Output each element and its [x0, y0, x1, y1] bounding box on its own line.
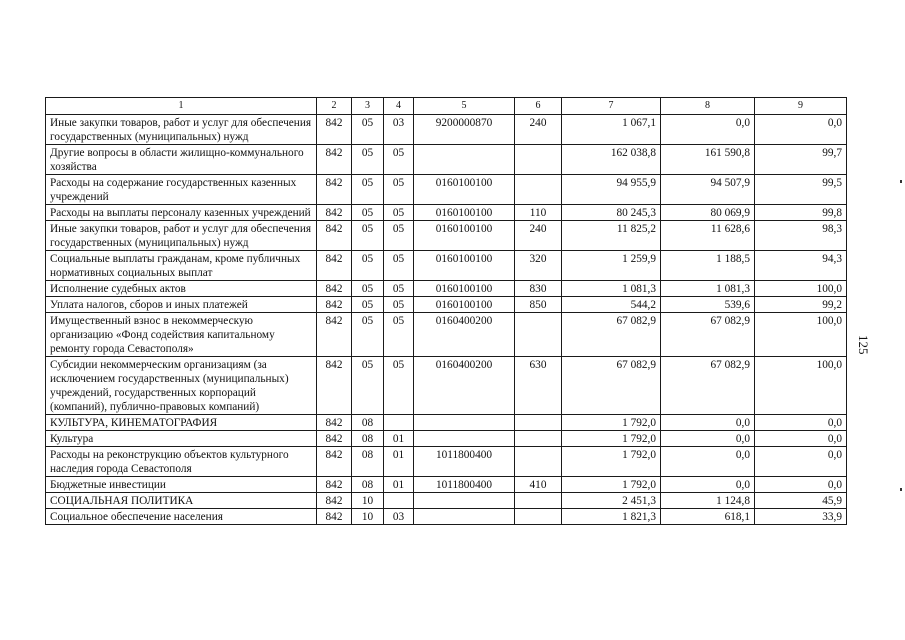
column-header-8: 8	[661, 98, 755, 115]
section-cell: 05	[352, 297, 384, 313]
actual-amount-cell: 1 081,3	[661, 281, 755, 297]
actual-amount-cell: 80 069,9	[661, 205, 755, 221]
target-article-cell	[414, 431, 515, 447]
admin-code-cell: 842	[317, 205, 352, 221]
section-cell: 05	[352, 313, 384, 357]
row-name-cell: СОЦИАЛЬНАЯ ПОЛИТИКА	[46, 493, 317, 509]
actual-amount-cell: 161 590,8	[661, 145, 755, 175]
section-cell: 05	[352, 145, 384, 175]
planned-amount-cell: 1 259,9	[562, 251, 661, 281]
admin-code-cell: 842	[317, 115, 352, 145]
column-header-6: 6	[515, 98, 562, 115]
subsection-cell: 03	[384, 115, 414, 145]
table-row	[46, 313, 847, 357]
expense-type-cell: 830	[515, 281, 562, 297]
expense-type-cell	[515, 509, 562, 525]
subsection-cell: 05	[384, 221, 414, 251]
actual-amount-cell: 0,0	[661, 415, 755, 431]
section-cell: 05	[352, 357, 384, 415]
admin-code-cell: 842	[317, 175, 352, 205]
actual-amount-cell: 67 082,9	[661, 357, 755, 415]
actual-amount-cell: 94 507,9	[661, 175, 755, 205]
expense-type-cell	[515, 313, 562, 357]
table-row	[46, 493, 847, 509]
planned-amount-cell: 11 825,2	[562, 221, 661, 251]
target-article-cell: 0160100100	[414, 205, 515, 221]
planned-amount-cell: 1 067,1	[562, 115, 661, 145]
column-header-1: 1	[46, 98, 317, 115]
execution-percent-cell: 0,0	[755, 431, 847, 447]
admin-code-cell: 842	[317, 509, 352, 525]
admin-code-cell: 842	[317, 145, 352, 175]
subsection-cell: 05	[384, 281, 414, 297]
table-body	[46, 115, 847, 525]
actual-amount-cell: 0,0	[661, 431, 755, 447]
admin-code-cell: 842	[317, 221, 352, 251]
subsection-cell: 05	[384, 313, 414, 357]
row-name-cell: Расходы на реконструкцию объектов культурного наследия города Севастополя	[46, 447, 317, 477]
subsection-cell: 01	[384, 431, 414, 447]
execution-percent-cell: 98,3	[755, 221, 847, 251]
execution-percent-cell: 0,0	[755, 415, 847, 431]
subsection-cell: 05	[384, 357, 414, 415]
admin-code-cell: 842	[317, 251, 352, 281]
table-row	[46, 251, 847, 281]
row-name-cell: Бюджетные инвестиции	[46, 477, 317, 493]
target-article-cell	[414, 493, 515, 509]
target-article-cell: 1011800400	[414, 447, 515, 477]
budget-table	[45, 97, 847, 525]
execution-percent-cell: 100,0	[755, 281, 847, 297]
section-cell: 08	[352, 415, 384, 431]
section-cell: 05	[352, 221, 384, 251]
row-name-cell: Культура	[46, 431, 317, 447]
target-article-cell	[414, 509, 515, 525]
admin-code-cell: 842	[317, 431, 352, 447]
planned-amount-cell: 544,2	[562, 297, 661, 313]
actual-amount-cell: 618,1	[661, 509, 755, 525]
subsection-cell: 05	[384, 297, 414, 313]
target-article-cell	[414, 145, 515, 175]
actual-amount-cell: 539,6	[661, 297, 755, 313]
target-article-cell: 1011800400	[414, 477, 515, 493]
column-header-7: 7	[562, 98, 661, 115]
subsection-cell	[384, 493, 414, 509]
execution-percent-cell: 94,3	[755, 251, 847, 281]
execution-percent-cell: 33,9	[755, 509, 847, 525]
subsection-cell: 05	[384, 145, 414, 175]
expense-type-cell: 110	[515, 205, 562, 221]
row-name-cell: Уплата налогов, сборов и иных платежей	[46, 297, 317, 313]
actual-amount-cell: 1 124,8	[661, 493, 755, 509]
row-name-cell: Исполнение судебных актов	[46, 281, 317, 297]
scan-edge-mark	[900, 488, 902, 491]
execution-percent-cell: 45,9	[755, 493, 847, 509]
expense-type-cell	[515, 415, 562, 431]
table-row	[46, 145, 847, 175]
section-cell: 05	[352, 205, 384, 221]
actual-amount-cell: 1 188,5	[661, 251, 755, 281]
section-cell: 08	[352, 447, 384, 477]
expense-type-cell: 630	[515, 357, 562, 415]
row-name-cell: Социальное обеспечение населения	[46, 509, 317, 525]
target-article-cell: 0160100100	[414, 221, 515, 251]
expense-type-cell: 240	[515, 221, 562, 251]
execution-percent-cell: 99,5	[755, 175, 847, 205]
admin-code-cell: 842	[317, 297, 352, 313]
subsection-cell: 03	[384, 509, 414, 525]
actual-amount-cell: 0,0	[661, 115, 755, 145]
row-name-cell: Субсидии некоммерческим организациям (за исключением государственных (муниципальных) учреждений, государственных корпораций (компаний), публично-правовых компаний)	[46, 357, 317, 415]
target-article-cell	[414, 415, 515, 431]
planned-amount-cell: 1 792,0	[562, 415, 661, 431]
table-header-row	[46, 98, 847, 115]
admin-code-cell: 842	[317, 357, 352, 415]
execution-percent-cell: 0,0	[755, 447, 847, 477]
admin-code-cell: 842	[317, 477, 352, 493]
planned-amount-cell: 1 821,3	[562, 509, 661, 525]
target-article-cell: 0160100100	[414, 297, 515, 313]
table-row	[46, 115, 847, 145]
table-row	[46, 221, 847, 251]
row-name-cell: Иные закупки товаров, работ и услуг для обеспечения государственных (муниципальных) нужд	[46, 221, 317, 251]
expense-type-cell	[515, 175, 562, 205]
row-name-cell: Другие вопросы в области жилищно-коммунального хозяйства	[46, 145, 317, 175]
subsection-cell: 05	[384, 175, 414, 205]
expense-type-cell	[515, 493, 562, 509]
row-name-cell: Расходы на содержание государственных казенных учреждений	[46, 175, 317, 205]
execution-percent-cell: 0,0	[755, 115, 847, 145]
column-header-5: 5	[414, 98, 515, 115]
column-header-3: 3	[352, 98, 384, 115]
admin-code-cell: 842	[317, 281, 352, 297]
actual-amount-cell: 0,0	[661, 477, 755, 493]
execution-percent-cell: 99,2	[755, 297, 847, 313]
table-row	[46, 357, 847, 415]
expense-type-cell: 240	[515, 115, 562, 145]
table-row	[46, 297, 847, 313]
subsection-cell: 01	[384, 447, 414, 477]
execution-percent-cell: 99,7	[755, 145, 847, 175]
table-row	[46, 477, 847, 493]
subsection-cell: 05	[384, 251, 414, 281]
admin-code-cell: 842	[317, 493, 352, 509]
admin-code-cell: 842	[317, 313, 352, 357]
row-name-cell: КУЛЬТУРА, КИНЕМАТОГРАФИЯ	[46, 415, 317, 431]
target-article-cell: 0160400200	[414, 313, 515, 357]
section-cell: 08	[352, 431, 384, 447]
expense-type-cell: 850	[515, 297, 562, 313]
column-header-2: 2	[317, 98, 352, 115]
planned-amount-cell: 2 451,3	[562, 493, 661, 509]
table-row	[46, 447, 847, 477]
admin-code-cell: 842	[317, 447, 352, 477]
page-number: 125	[856, 335, 871, 355]
section-cell: 05	[352, 281, 384, 297]
execution-percent-cell: 100,0	[755, 357, 847, 415]
row-name-cell: Расходы на выплаты персоналу казенных учреждений	[46, 205, 317, 221]
planned-amount-cell: 1 792,0	[562, 447, 661, 477]
row-name-cell: Имущественный взнос в некоммерческую организацию «Фонд содействия капитальному ремонту города Севастополя»	[46, 313, 317, 357]
table-row	[46, 281, 847, 297]
row-name-cell: Социальные выплаты гражданам, кроме публичных нормативных социальных выплат	[46, 251, 317, 281]
planned-amount-cell: 94 955,9	[562, 175, 661, 205]
target-article-cell: 9200000870	[414, 115, 515, 145]
execution-percent-cell: 99,8	[755, 205, 847, 221]
expense-type-cell: 320	[515, 251, 562, 281]
expense-type-cell: 410	[515, 477, 562, 493]
expense-type-cell	[515, 447, 562, 477]
target-article-cell: 0160100100	[414, 175, 515, 205]
subsection-cell: 01	[384, 477, 414, 493]
column-header-9: 9	[755, 98, 847, 115]
target-article-cell: 0160400200	[414, 357, 515, 415]
target-article-cell: 0160100100	[414, 251, 515, 281]
section-cell: 05	[352, 115, 384, 145]
planned-amount-cell: 1 792,0	[562, 477, 661, 493]
expense-type-cell	[515, 145, 562, 175]
planned-amount-cell: 67 082,9	[562, 313, 661, 357]
actual-amount-cell: 11 628,6	[661, 221, 755, 251]
planned-amount-cell: 1 792,0	[562, 431, 661, 447]
planned-amount-cell: 80 245,3	[562, 205, 661, 221]
execution-percent-cell: 0,0	[755, 477, 847, 493]
section-cell: 05	[352, 251, 384, 281]
planned-amount-cell: 1 081,3	[562, 281, 661, 297]
section-cell: 10	[352, 493, 384, 509]
execution-percent-cell: 100,0	[755, 313, 847, 357]
expense-type-cell	[515, 431, 562, 447]
subsection-cell	[384, 415, 414, 431]
section-cell: 08	[352, 477, 384, 493]
table-row	[46, 431, 847, 447]
actual-amount-cell: 0,0	[661, 447, 755, 477]
table-row	[46, 175, 847, 205]
table-row	[46, 205, 847, 221]
admin-code-cell: 842	[317, 415, 352, 431]
actual-amount-cell: 67 082,9	[661, 313, 755, 357]
subsection-cell: 05	[384, 205, 414, 221]
section-cell: 10	[352, 509, 384, 525]
table-row	[46, 509, 847, 525]
column-header-4: 4	[384, 98, 414, 115]
scan-edge-mark	[900, 180, 902, 183]
row-name-cell: Иные закупки товаров, работ и услуг для обеспечения государственных (муниципальных) нужд	[46, 115, 317, 145]
planned-amount-cell: 162 038,8	[562, 145, 661, 175]
target-article-cell: 0160100100	[414, 281, 515, 297]
table-row	[46, 415, 847, 431]
planned-amount-cell: 67 082,9	[562, 357, 661, 415]
section-cell: 05	[352, 175, 384, 205]
